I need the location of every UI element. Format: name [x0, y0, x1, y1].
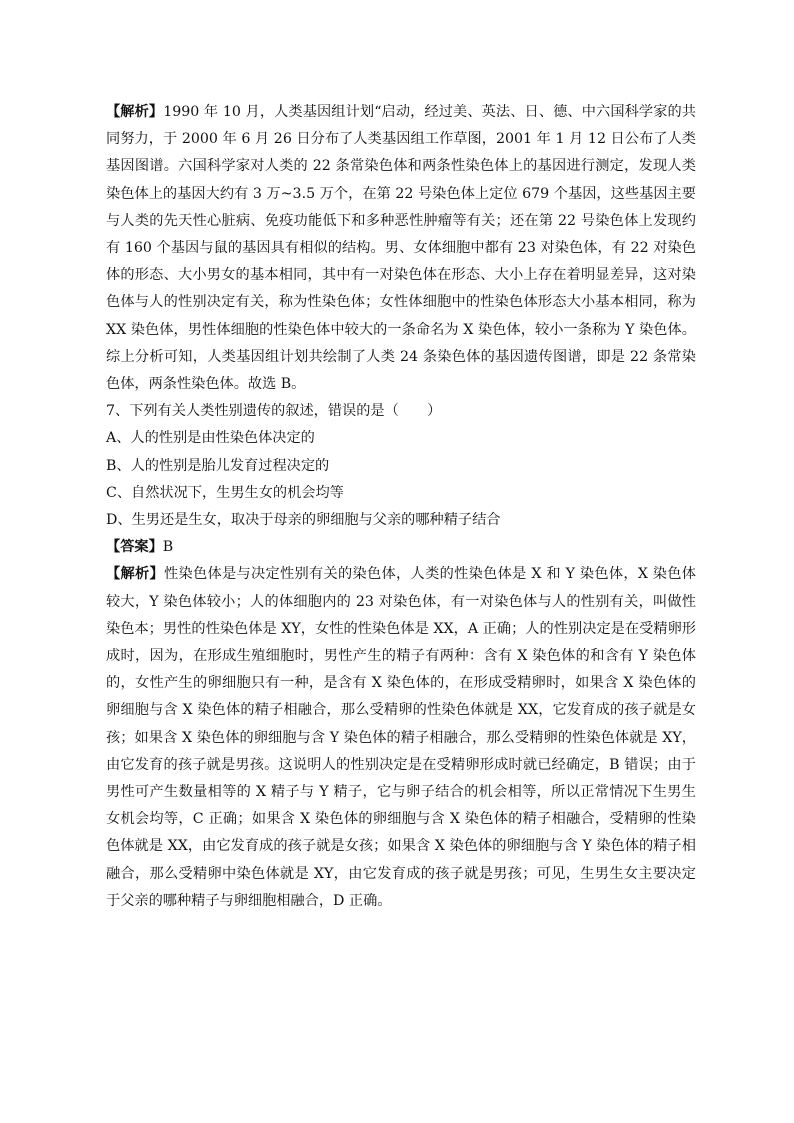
answer-value: B	[162, 539, 174, 556]
explanation-text-2: 性染色体是与决定性别有关的染色体，人类的性染色体是 X 和 Y 染色体，X 染色体较大，Y 染色体较小；人的体细胞内的 23 对染色体，有一对染色体与人的性别有关，叫做性染色本；男性的性染色体是 XY，女性的性染色体是 XX，A 正确；人的性别决定是在受精卵形成时，因为，在形成生殖细胞时，男性产生的精子有两种：含有 X 染色体的和含有 Y 染色体的，女性产生的卵细胞只有一种，是含有 X 染色体的，在形成受精卵时，如果含 X 染色体的卵细胞与含 X 染色体的精子相融合，那么受精卵的性染色体就是 XX，它发育成的孩子就是女孩；如果含 X 染色体的卵细胞与含 Y 染色体的精子相融合，那么受精卵的性染色体就是 XY，由它发育的孩子就是男孩。这说明人的性别决定是在受精卵形成时就已经确定，B 错误；由于男性可产生数量相等的 X 精子与 Y 精子，它与卵子结合的机会相等，所以正常情况下生男生女机会均等，C 正确；如果含 X 染色体的卵细胞与含 X 染色体的精子相融合，受精卵的性染色体就是 XX，由它发育成的孩子就是女孩；如果含 X 染色体的卵细胞与含 Y 染色体的精子相融合，那么受精卵中染色体就是 XY，由它发育成的孩子就是男孩；可见，生男生女主要决定于父亲的哪种精子与卵细胞相融合，D 正确。	[106, 566, 696, 909]
question-7-option-a: A、人的性别是由性染色体决定的	[106, 430, 315, 447]
question-7-option-c: C、自然状况下，生男生女的机会均等	[106, 484, 344, 501]
explanation-label-2: 【解析】	[106, 566, 165, 583]
question-7-option-b: B、人的性别是胎儿发育过程决定的	[106, 457, 330, 474]
question-7-option-d: D、生男还是生女，取决于母亲的卵细胞与父亲的哪种精子结合	[106, 512, 501, 529]
explanation-paragraph-1	[106, 99, 696, 398]
answer-line	[106, 534, 696, 561]
document-content	[106, 99, 696, 915]
explanation-label-1: 【解析】	[106, 104, 164, 120]
explanation-paragraph-2	[106, 561, 696, 915]
answer-label: 【答案】	[106, 539, 163, 556]
explanation-text-1: 1990 年 10 月，人类基因组计划“启动，经过美、英法、日、德、中六国科学家的共同努力，于 2000 年 6 月 26 日分布了人类基因组工作草图，2001 年 1 月 12 日公布了人类基因图谱。六国科学家对人类的 22 条常染色体和两条性染色体上的基因进行测定，发现人类染色体上的基因大约有 3 万~3.5 万个，在第 22 号染色体上定位 679 个基因，这些基因主要与人类的先天性心脏病、免疫功能低下和多种恶性肿瘤等有关；还在第 22 号染色体上发现约有 160 个基因与鼠的基因具有相似的结构。男、女体细胞中都有 23 对染色体，有 22 对染色体的形态、大小男女的基本相同，其中有一对染色体在形态、大小上存在着明显差异，这对染色体与人的性别决定有关，称为性染色体；女性体细胞中的性染色体形态大小基本相同，称为 XX 染色体，男性体细胞的性染色体中较大的一条命名为 X 染色体，较小一条称为 Y 染色体。综上分析可知，人类基因组计划共绘制了人类 24 条染色体的基因遗传图谱，即是 22 条常染色体，两条性染色体。故选 B。	[106, 104, 696, 393]
question-7-stem: 7、下列有关人类性别遗传的叙述，错误的是（ ）	[106, 403, 442, 420]
